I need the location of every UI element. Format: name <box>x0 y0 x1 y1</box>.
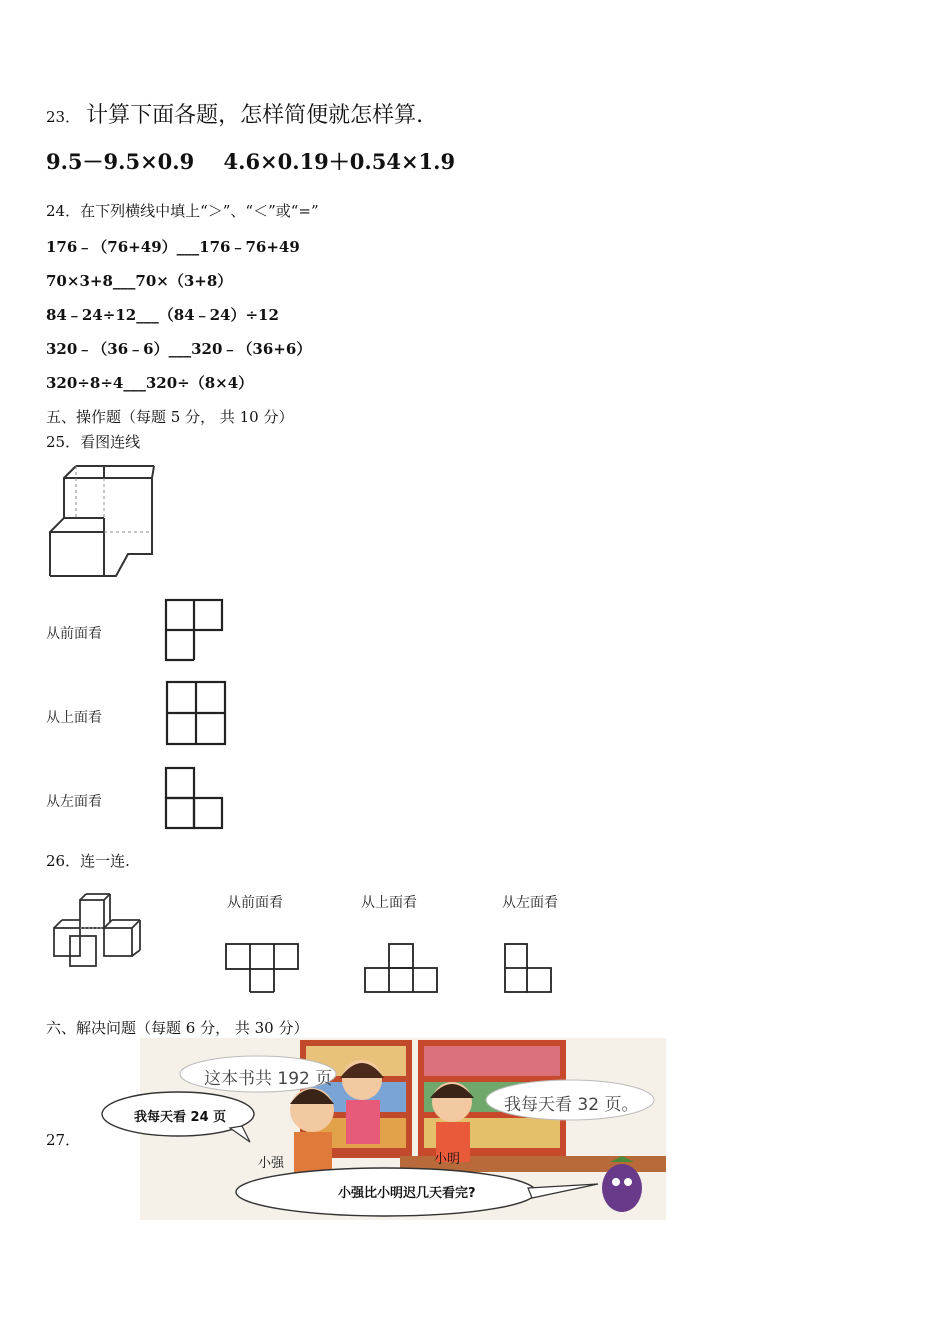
q27-bubble-ming: 我每天看 32 页。 <box>504 1095 639 1115</box>
q27-bubble-book: 这本书共 192 页 <box>204 1069 333 1089</box>
q27-illustration <box>100 1038 666 1220</box>
q26-solid-figure <box>50 892 146 968</box>
q27-bubble-qiang: 我每天看 24 页 <box>134 1110 227 1125</box>
q23-title <box>46 98 423 129</box>
q27-name-qiang: 小强 <box>258 1156 285 1171</box>
q26-label-top: 从上面看 <box>361 895 417 911</box>
q23-expressions <box>46 146 477 176</box>
q25-label-top: 从上面看 <box>46 710 102 726</box>
section5-title: 五、操作题（每题 5 分， 共 10 分） <box>46 408 294 426</box>
q23-expr-2: 4.6×0.19＋0.54×1.9 <box>223 149 456 174</box>
q26-title: 26．连一连. <box>46 852 130 870</box>
q23-expr-1: 9.5－9.5×0.9 <box>46 149 195 174</box>
q25-title: 25．看图连线 <box>46 433 141 451</box>
q27-name-ming: 小明 <box>434 1152 461 1167</box>
q26-view-top <box>363 942 439 994</box>
q25-view-front <box>164 598 224 662</box>
q26-view-left <box>503 942 555 994</box>
q25-label-front: 从前面看 <box>46 626 102 642</box>
q26-view-front <box>224 942 300 994</box>
q25-solid-figure <box>46 464 158 580</box>
q24-line-4: 320﹣（36﹣6）___320﹣（36+6） <box>46 340 312 358</box>
q24-line-1: 176﹣（76+49）___176﹣76+49 <box>46 238 300 256</box>
q24-title: 24．在下列横线中填上“＞”、“＜”或“=” <box>46 202 319 220</box>
q27-number: 27． <box>46 1131 81 1149</box>
q26-label-left: 从左面看 <box>502 895 558 911</box>
q25-view-left <box>164 766 224 832</box>
section6-title: 六、解决问题（每题 6 分， 共 30 分） <box>46 1019 309 1037</box>
q23-number: 23． <box>46 108 81 126</box>
q25-label-left: 从左面看 <box>46 794 102 810</box>
q24-line-3: 84﹣24÷12___（84﹣24）÷12 <box>46 306 279 324</box>
q26-label-front: 从前面看 <box>227 895 283 911</box>
q25-view-top <box>165 680 227 746</box>
q27-question: 小强比小明迟几天看完? <box>338 1186 476 1201</box>
q24-line-5: 320÷8÷4___320÷（8×4） <box>46 374 254 392</box>
q23-title-text: 计算下面各题，怎样简便就怎样算. <box>86 103 424 128</box>
q24-line-2: 70×3+8___70×（3+8） <box>46 272 233 290</box>
